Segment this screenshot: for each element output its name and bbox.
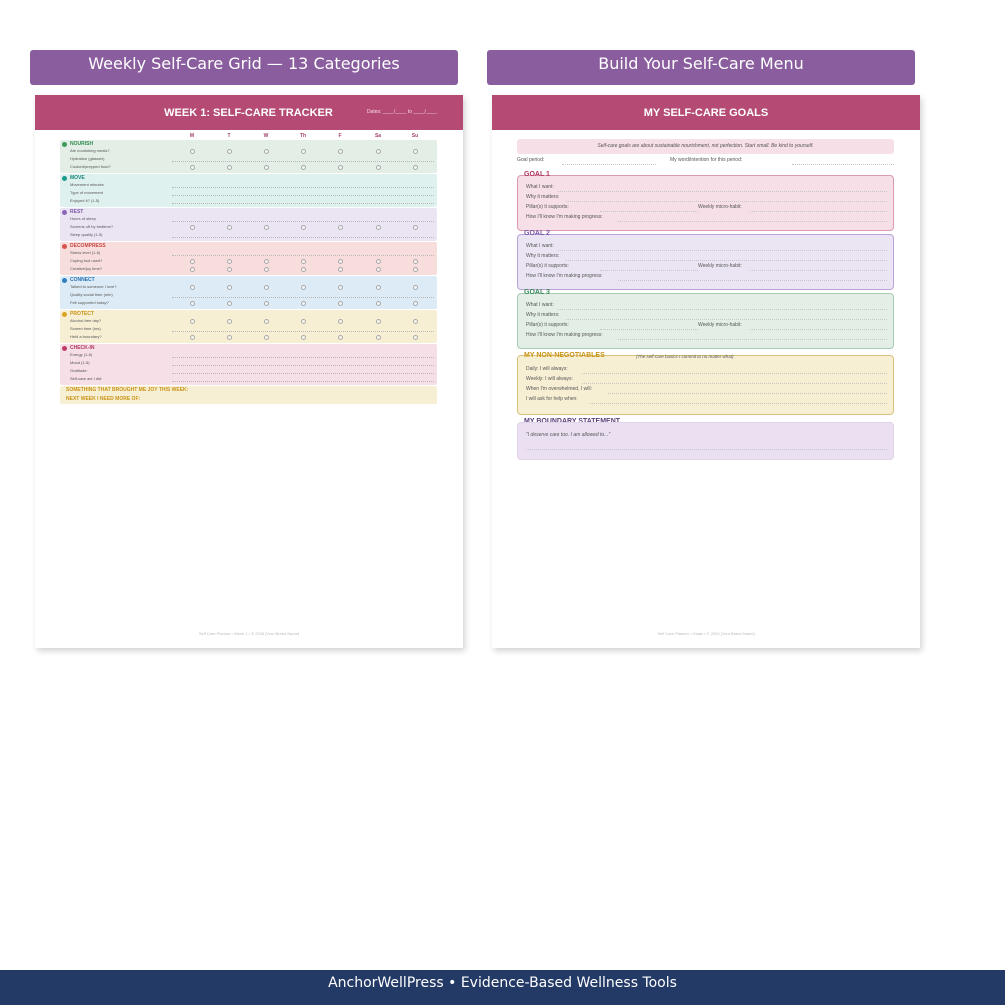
checkbox-bubble[interactable] — [376, 165, 381, 170]
tracker-row — [60, 189, 437, 197]
tracker-page — [35, 95, 463, 648]
goal-line-want[interactable] — [558, 309, 887, 310]
category-dot-icon — [62, 142, 67, 147]
goal-field-matters: Why it matters: — [526, 312, 560, 318]
tracker-row — [60, 291, 437, 299]
write-in-line[interactable] — [172, 161, 434, 162]
category-name: MOVE — [70, 175, 85, 181]
checkbox-bubble[interactable] — [227, 149, 232, 154]
category-name: CONNECT — [70, 277, 95, 283]
checkbox-bubble[interactable] — [190, 335, 195, 340]
checkbox-bubble[interactable] — [190, 301, 195, 306]
checkbox-bubble[interactable] — [301, 225, 306, 230]
write-in-line[interactable] — [172, 237, 434, 238]
day-header-f: F — [338, 133, 342, 139]
row-label: Gratitude: — [70, 368, 88, 373]
checkbox-bubble[interactable] — [413, 267, 418, 272]
goal-field-pillar: Pillar(s) it supports: — [526, 322, 569, 328]
checkbox-bubble[interactable] — [301, 149, 306, 154]
row-label: Ate nourishing meals? — [70, 148, 110, 153]
goal-title: GOAL 3 — [524, 289, 550, 296]
goals-title: MY SELF-CARE GOALS — [643, 106, 769, 119]
checkbox-bubble[interactable] — [301, 259, 306, 264]
nonneg-line[interactable] — [582, 383, 887, 384]
checkbox-bubble[interactable] — [227, 267, 232, 272]
goal-field-micro: Weekly micro-habit: — [698, 322, 742, 328]
word-intention-label: My word/intention for this period: — [670, 157, 743, 163]
category-dot-icon — [62, 346, 67, 351]
nonneg-label: I will ask for help when: — [526, 396, 578, 402]
goal-line-pillar[interactable] — [600, 270, 698, 271]
tracker-row — [60, 367, 437, 375]
tracker-row — [60, 147, 437, 155]
category-check-in — [60, 344, 437, 385]
checkbox-bubble[interactable] — [376, 285, 381, 290]
checkbox-bubble[interactable] — [413, 259, 418, 264]
checkbox-bubble[interactable] — [376, 319, 381, 324]
checkbox-bubble[interactable] — [376, 225, 381, 230]
goal-box — [517, 293, 894, 349]
goal-box — [517, 175, 894, 231]
category-name: CHECK-IN — [70, 345, 95, 351]
goal-line-micro[interactable] — [750, 329, 887, 330]
tracker-row — [60, 299, 437, 307]
checkbox-bubble[interactable] — [301, 267, 306, 272]
row-label: Movement minutes — [70, 182, 104, 187]
checkbox-bubble[interactable] — [376, 267, 381, 272]
row-label: Enjoyed it? (1-5) — [70, 198, 100, 203]
checkbox-bubble[interactable] — [338, 259, 343, 264]
boundary-line — [526, 449, 887, 450]
checkbox-bubble[interactable] — [376, 301, 381, 306]
tracker-row — [60, 163, 437, 171]
row-label: Creative/joy time? — [70, 266, 103, 271]
goal-line-matters[interactable] — [566, 201, 887, 202]
row-label: Self-care act I did: — [70, 376, 103, 381]
write-in-line[interactable] — [172, 357, 434, 358]
goal-field-micro: Weekly micro-habit: — [698, 204, 742, 210]
checkbox-bubble[interactable] — [264, 301, 269, 306]
goal-line-want[interactable] — [558, 191, 887, 192]
goal-field-pillar: Pillar(s) it supports: — [526, 204, 569, 210]
checkbox-bubble[interactable] — [413, 301, 418, 306]
checkbox-bubble[interactable] — [190, 149, 195, 154]
tracker-row — [60, 325, 437, 333]
checkbox-bubble[interactable] — [338, 301, 343, 306]
row-label: Coping tool used? — [70, 258, 103, 263]
write-in-line[interactable] — [172, 331, 434, 332]
tracker-row — [60, 257, 437, 265]
write-in-line[interactable] — [172, 195, 434, 196]
goal-title: GOAL 1 — [524, 171, 550, 178]
write-in-line[interactable] — [172, 187, 434, 188]
day-header-sa: Sa — [374, 133, 382, 139]
tracker-row — [60, 197, 437, 205]
row-label: Alcohol-free day? — [70, 318, 102, 323]
checkbox-bubble[interactable] — [301, 335, 306, 340]
goal-period-line — [562, 164, 656, 165]
checkbox-bubble[interactable] — [376, 149, 381, 154]
checkbox-bubble[interactable] — [413, 285, 418, 290]
goal-field-progress: How I'll know I'm making progress: — [526, 214, 603, 220]
goal-line-matters[interactable] — [566, 319, 887, 320]
goal-line-progress[interactable] — [618, 339, 887, 340]
row-label: Cooked/prepped food? — [70, 164, 111, 169]
checkbox-bubble[interactable] — [227, 285, 232, 290]
checkbox-bubble[interactable] — [227, 259, 232, 264]
tracker-row — [60, 223, 437, 231]
write-in-line[interactable] — [172, 297, 434, 298]
category-nourish — [60, 140, 437, 173]
goal-line-pillar[interactable] — [600, 329, 698, 330]
checkbox-bubble[interactable] — [264, 165, 269, 170]
goal-field-want: What I want: — [526, 243, 554, 249]
checkbox-bubble[interactable] — [338, 149, 343, 154]
checkbox-bubble[interactable] — [264, 267, 269, 272]
checkbox-bubble[interactable] — [338, 225, 343, 230]
row-label: Hydration (glasses) — [70, 156, 105, 161]
nonneg-box — [517, 355, 894, 415]
checkbox-bubble[interactable] — [413, 319, 418, 324]
checkbox-bubble[interactable] — [338, 267, 343, 272]
checkbox-bubble[interactable] — [301, 319, 306, 324]
tracker-row — [60, 359, 437, 367]
category-decompress — [60, 242, 437, 275]
checkbox-bubble[interactable] — [190, 165, 195, 170]
row-label: Hours of sleep — [70, 216, 96, 221]
write-in-line[interactable] — [172, 365, 434, 366]
category-name: PROTECT — [70, 311, 94, 317]
write-in-line[interactable] — [172, 203, 434, 204]
boundary-box — [517, 422, 894, 460]
checkbox-bubble[interactable] — [338, 165, 343, 170]
checkbox-bubble[interactable] — [264, 285, 269, 290]
nonneg-line[interactable] — [590, 403, 887, 404]
row-label: Sleep quality (1-5) — [70, 232, 103, 237]
row-label: Talked to someone I love? — [70, 284, 117, 289]
checkbox-bubble[interactable] — [227, 225, 232, 230]
tracker-title: WEEK 1: SELF-CARE TRACKER — [164, 106, 333, 119]
checkbox-bubble[interactable] — [301, 165, 306, 170]
category-connect — [60, 276, 437, 309]
category-name: REST — [70, 209, 84, 215]
tracker-dates: Dates: ____/____ to ____/____ — [366, 109, 437, 115]
tracker-row — [60, 155, 437, 163]
category-dot-icon — [62, 244, 67, 249]
tracker-row — [60, 231, 437, 239]
goal-field-matters: Why it matters: — [526, 194, 560, 200]
checkbox-bubble[interactable] — [227, 335, 232, 340]
checkbox-bubble[interactable] — [338, 319, 343, 324]
checkbox-bubble[interactable] — [301, 285, 306, 290]
nonneg-line[interactable] — [608, 393, 887, 394]
category-dot-icon — [62, 210, 67, 215]
checkbox-bubble[interactable] — [413, 335, 418, 340]
category-dot-icon — [62, 312, 67, 317]
goal-title: GOAL 2 — [524, 230, 550, 237]
goal-field-want: What I want: — [526, 184, 554, 190]
write-in-line[interactable] — [172, 221, 434, 222]
goal-field-want: What I want: — [526, 302, 554, 308]
goal-field-micro: Weekly micro-habit: — [698, 263, 742, 269]
goal-line-matters[interactable] — [566, 260, 887, 261]
tracker-row — [60, 351, 437, 359]
tracker-row — [60, 375, 437, 383]
day-header-t: T — [227, 133, 231, 139]
checkbox-bubble[interactable] — [338, 285, 343, 290]
row-label: Screen time (hrs) — [70, 326, 101, 331]
checkbox-bubble[interactable] — [264, 259, 269, 264]
checkbox-bubble[interactable] — [376, 259, 381, 264]
checkbox-bubble[interactable] — [413, 225, 418, 230]
tracker-row — [60, 215, 437, 223]
row-label: Mood (1-5) — [70, 360, 90, 365]
row-label: Energy (1-5) — [70, 352, 93, 357]
goal-period-label: Goal period: — [517, 157, 545, 163]
checkbox-bubble[interactable] — [264, 319, 269, 324]
goals-footer: Self Care Planner • Goals • © 2026 [Your Brand Name] — [657, 631, 755, 636]
goal-line-progress[interactable] — [618, 280, 887, 281]
tracker-row — [60, 265, 437, 273]
row-label: Type of movement — [70, 190, 103, 195]
row-label: Felt supported today? — [70, 300, 109, 305]
day-header-m: M — [189, 133, 195, 139]
goal-line-micro[interactable] — [750, 211, 887, 212]
goal-line-progress[interactable] — [618, 221, 887, 222]
category-move — [60, 174, 437, 207]
tracker-row — [60, 317, 437, 325]
write-in-line[interactable] — [172, 381, 434, 382]
checkbox-bubble[interactable] — [227, 301, 232, 306]
checkbox-bubble[interactable] — [264, 149, 269, 154]
checkbox-bubble[interactable] — [413, 165, 418, 170]
row-label: Held a boundary? — [70, 334, 102, 339]
footer-banner: AnchorWellPress • Evidence-Based Wellness Tools — [0, 970, 1005, 1005]
tracker-row — [60, 181, 437, 189]
day-header-w: W — [263, 133, 269, 139]
checkbox-bubble[interactable] — [227, 319, 232, 324]
goal-line-micro[interactable] — [750, 270, 887, 271]
goal-field-matters: Why it matters: — [526, 253, 560, 259]
weekly-reflection — [60, 386, 437, 404]
write-in-line[interactable] — [172, 255, 434, 256]
checkbox-bubble[interactable] — [264, 335, 269, 340]
boundary-prompt: "I deserve care too. I am allowed to..." — [526, 432, 611, 438]
category-name: NOURISH — [70, 141, 94, 147]
nonneg-label: Daily: I will always: — [526, 366, 568, 372]
right-banner: Build Your Self-Care Menu — [487, 50, 915, 85]
goal-field-progress: How I'll know I'm making progress: — [526, 332, 603, 338]
checkbox-bubble[interactable] — [190, 285, 195, 290]
goal-line-want[interactable] — [558, 250, 887, 251]
category-rest — [60, 208, 437, 241]
tracker-header — [35, 95, 463, 130]
goal-field-progress: How I'll know I'm making progress: — [526, 273, 603, 279]
checkbox-bubble[interactable] — [227, 165, 232, 170]
nonneg-line[interactable] — [582, 373, 887, 374]
goals-page — [492, 95, 920, 648]
checkbox-bubble[interactable] — [190, 225, 195, 230]
goals-intro: Self-care goals are about sustainable nourishment, not perfection. Start small. Be kind to yourself. — [517, 139, 894, 154]
checkbox-bubble[interactable] — [190, 259, 195, 264]
row-label: Quality social time (min) — [70, 292, 113, 297]
nonneg-title: MY NON-NEGOTIABLES — [524, 352, 605, 359]
tracker-row — [60, 283, 437, 291]
checkbox-bubble[interactable] — [301, 301, 306, 306]
goal-line-pillar[interactable] — [600, 211, 698, 212]
checkbox-bubble[interactable] — [190, 267, 195, 272]
write-in-line[interactable] — [172, 373, 434, 374]
goal-box — [517, 234, 894, 290]
tracker-footer: Self Care Planner • Week 1 • © 2026 [Your Brand Name] — [198, 631, 300, 636]
day-header-su: Su — [411, 133, 419, 139]
checkbox-bubble[interactable] — [413, 149, 418, 154]
day-header-th: Th — [299, 133, 307, 139]
left-banner: Weekly Self-Care Grid — 13 Categories — [30, 50, 458, 85]
category-dot-icon — [62, 176, 67, 181]
row-label: Screens off by bedtime? — [70, 224, 114, 229]
word-intention-line — [792, 164, 894, 165]
goals-header — [492, 95, 920, 130]
checkbox-bubble[interactable] — [264, 225, 269, 230]
joy-prompt: SOMETHING THAT BROUGHT ME JOY THIS WEEK: — [66, 387, 189, 393]
checkbox-bubble[interactable] — [190, 319, 195, 324]
nonneg-note: (The self-care basics I commit to no matter what) — [636, 354, 734, 359]
tracker-row — [60, 333, 437, 341]
category-dot-icon — [62, 278, 67, 283]
nonneg-label: When I'm overwhelmed, I will: — [526, 386, 592, 392]
category-name: DECOMPRESS — [70, 243, 106, 249]
checkbox-bubble[interactable] — [338, 335, 343, 340]
checkbox-bubble[interactable] — [376, 335, 381, 340]
nonneg-label: Weekly: I will always: — [526, 376, 573, 382]
row-label: Stress level (1-5) — [70, 250, 101, 255]
tracker-row — [60, 249, 437, 257]
goal-field-pillar: Pillar(s) it supports: — [526, 263, 569, 269]
category-protect — [60, 310, 437, 343]
more-of-prompt: NEXT WEEK I NEED MORE OF: — [66, 396, 141, 402]
